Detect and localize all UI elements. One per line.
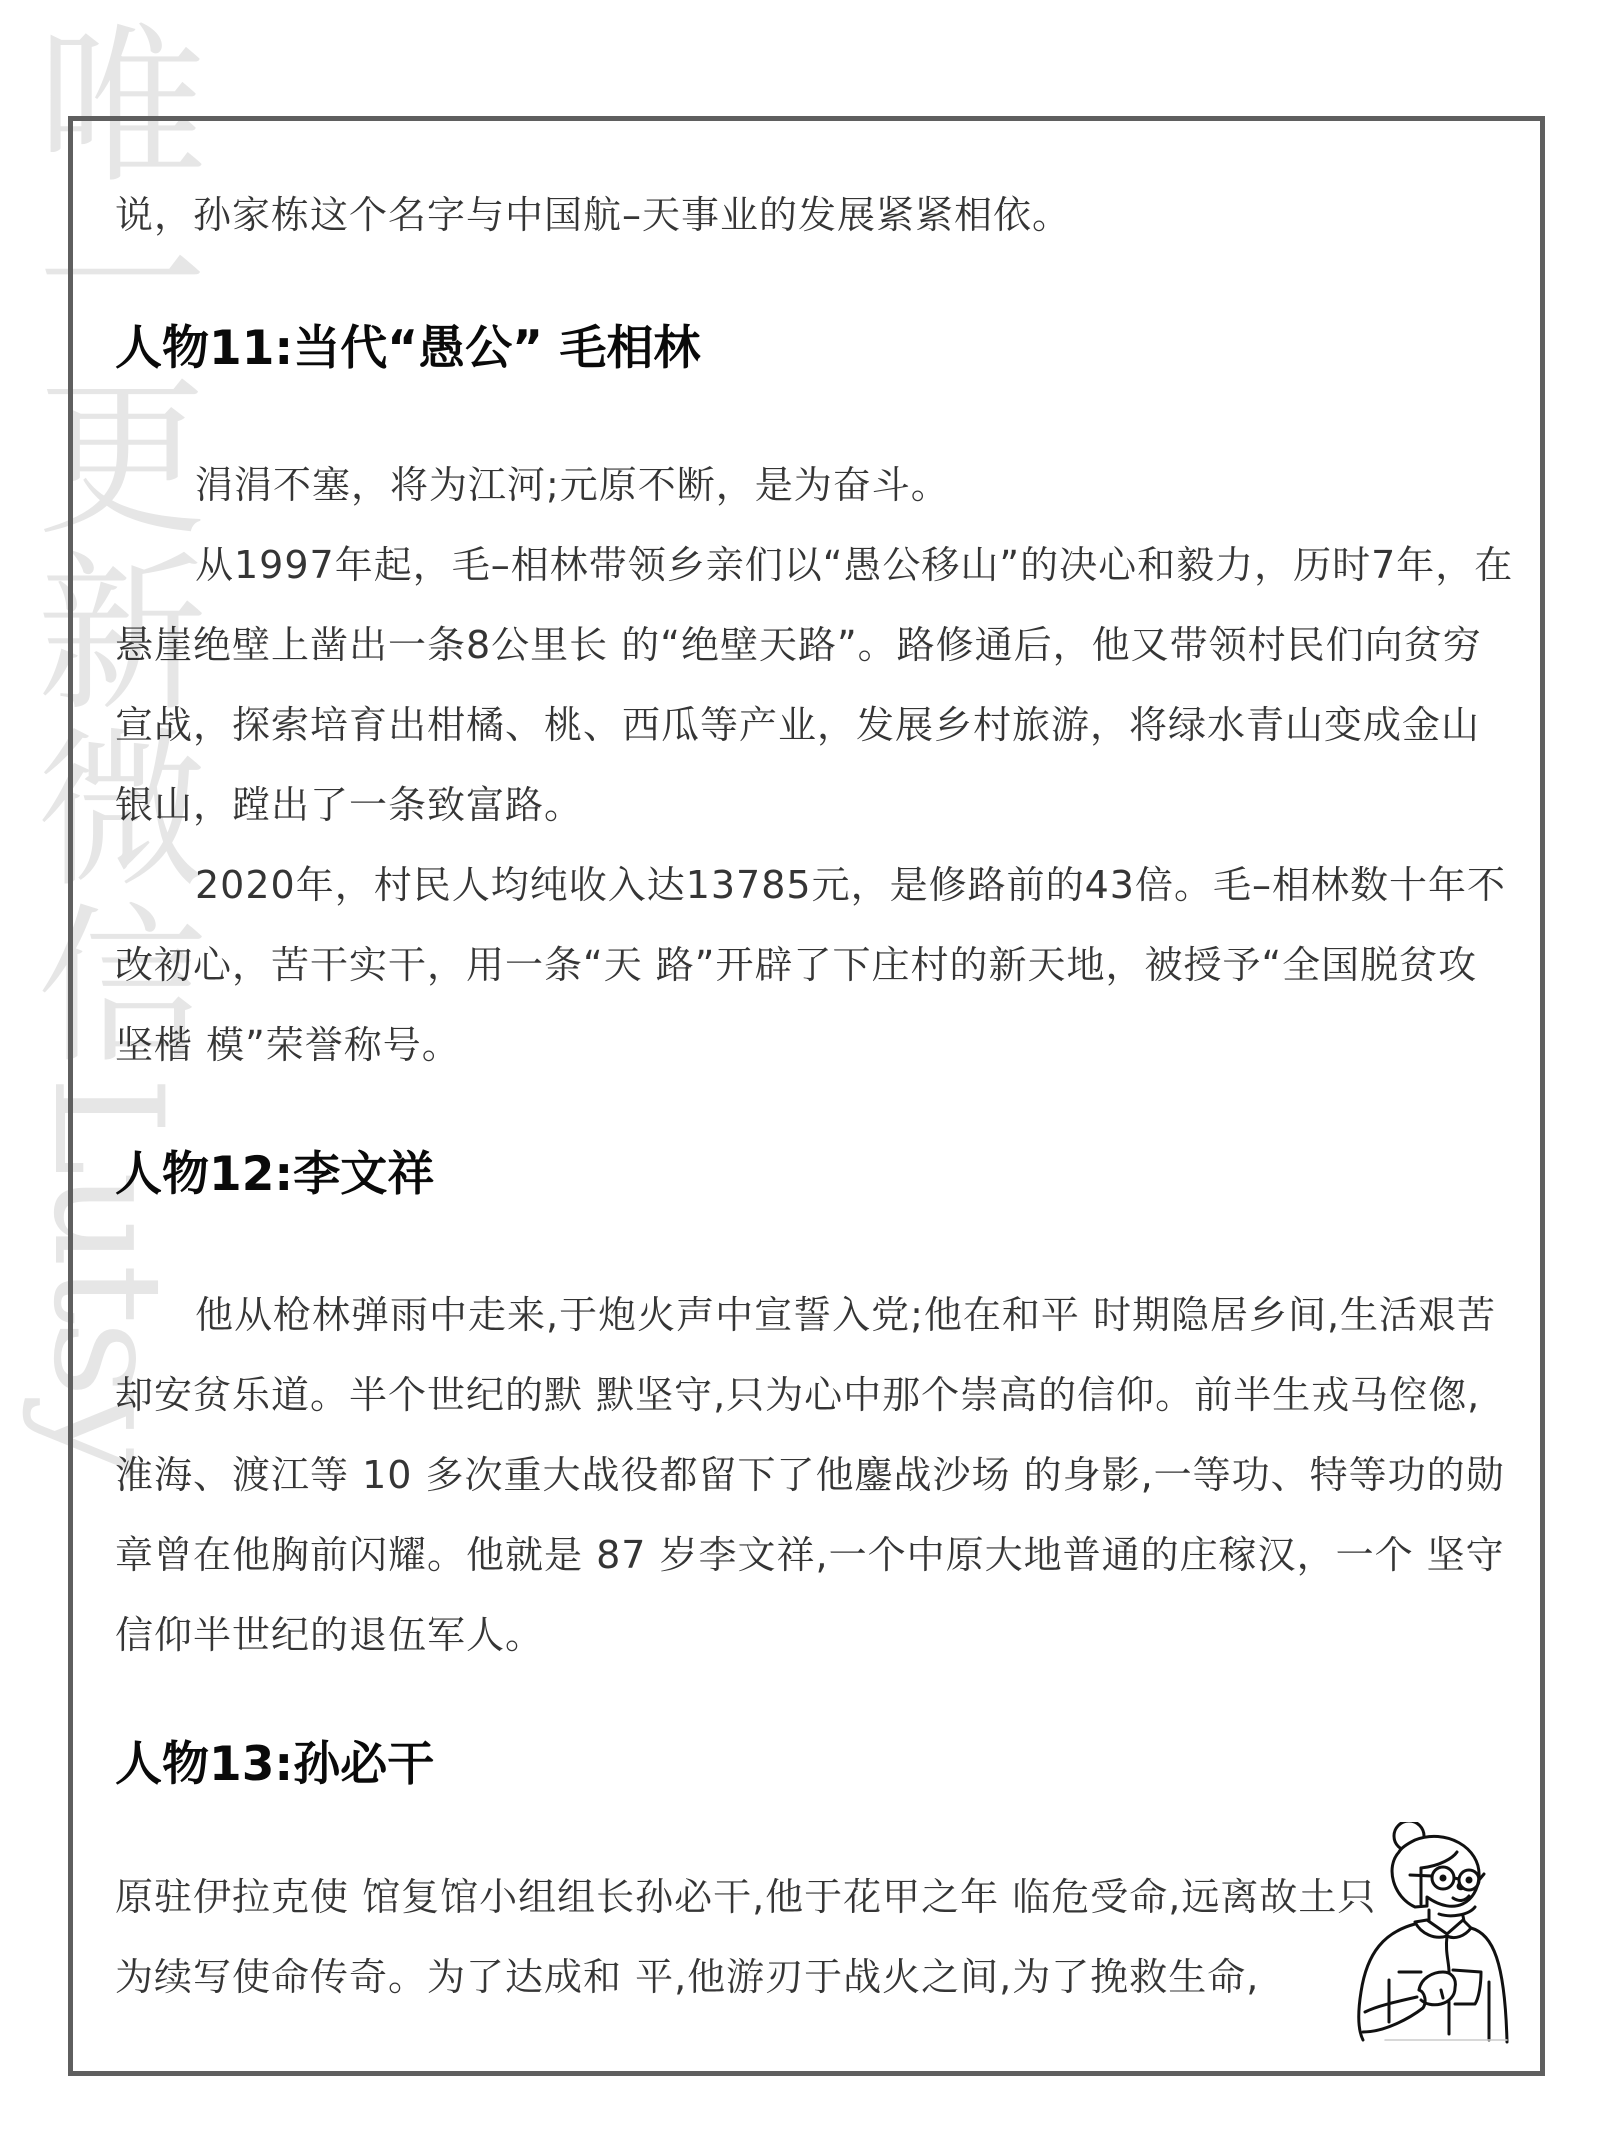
section-heading-13: 人物13:孙必干 <box>115 1737 435 1792</box>
section-13-paragraph-1: 原驻伊拉克使 馆复馆小组组长孙必干,他于花甲之年 临危受命,远离故土只为续写使命传奇。为了达成和 平,他游刃于战火之间,为了挽救生命, <box>115 1875 1377 1999</box>
section-11-paragraph-3: 2020年，村民人均纯收入达13785元，是修路前的43倍。毛–相林数十年不改初心，苦干实干，用一条“天 路”开辟了下庄村的新天地，被授予“全国脱贫攻坚楷 模”荣誉称号。 <box>115 863 1506 1067</box>
section-heading-12: 人物12:李文祥 <box>115 1147 435 1202</box>
watermark-char: 唯 <box>36 9 207 207</box>
woman-with-mug-illustration <box>1355 1822 1535 2047</box>
section-12-paragraph-1: 他从枪林弹雨中走来,于炮火声中宣誓入党;他在和平 时期隐居乡间,生活艰苦却安贫乐道。半个世纪的默 默坚守,只为心中那个崇高的信仰。前半生戎马倥偬, 淮海、渡江等 10 多次重大战役都留下了他鏖战沙场 的身影,一等功、特等功的勋章曾在他胸前闪耀。他就是 87 岁李文祥,一个中原大地普通的庄稼汉，一个 坚守信仰半世纪的退伍军人。 <box>115 1293 1505 1657</box>
watermark-char: 微 <box>36 713 207 911</box>
section-11-paragraph-2: 从1997年起，毛–相林带领乡亲们以“愚公移山”的决心和毅力，历时7年，在悬崖绝壁上凿出一条8公里长 的“绝壁天路”。路修通后，他又带领村民们向贫穷宣战，探索培育出柑橘、桃、西瓜等产业，发展乡村旅游，将绿水青山变成金山银山，蹚出了一条致富路。 <box>115 543 1514 827</box>
section-11-paragraph-1: 涓涓不塞，将为江河;元原不断，是为奋斗。 <box>195 463 950 507</box>
section-heading-11: 人物11:当代“愚公” 毛相林 <box>115 321 701 376</box>
watermark-char: 一 <box>36 185 207 383</box>
article <box>115 175 1515 2017</box>
watermark-char: 信 <box>36 889 207 1087</box>
intro-tail-paragraph: 说，孙家栋这个名字与中国航–天事业的发展紧紧相依。 <box>115 193 1072 237</box>
watermark-char: 新 <box>36 537 207 735</box>
watermark-latin: Lutsy <box>20 1076 194 1475</box>
watermark-char: 更 <box>36 361 207 559</box>
